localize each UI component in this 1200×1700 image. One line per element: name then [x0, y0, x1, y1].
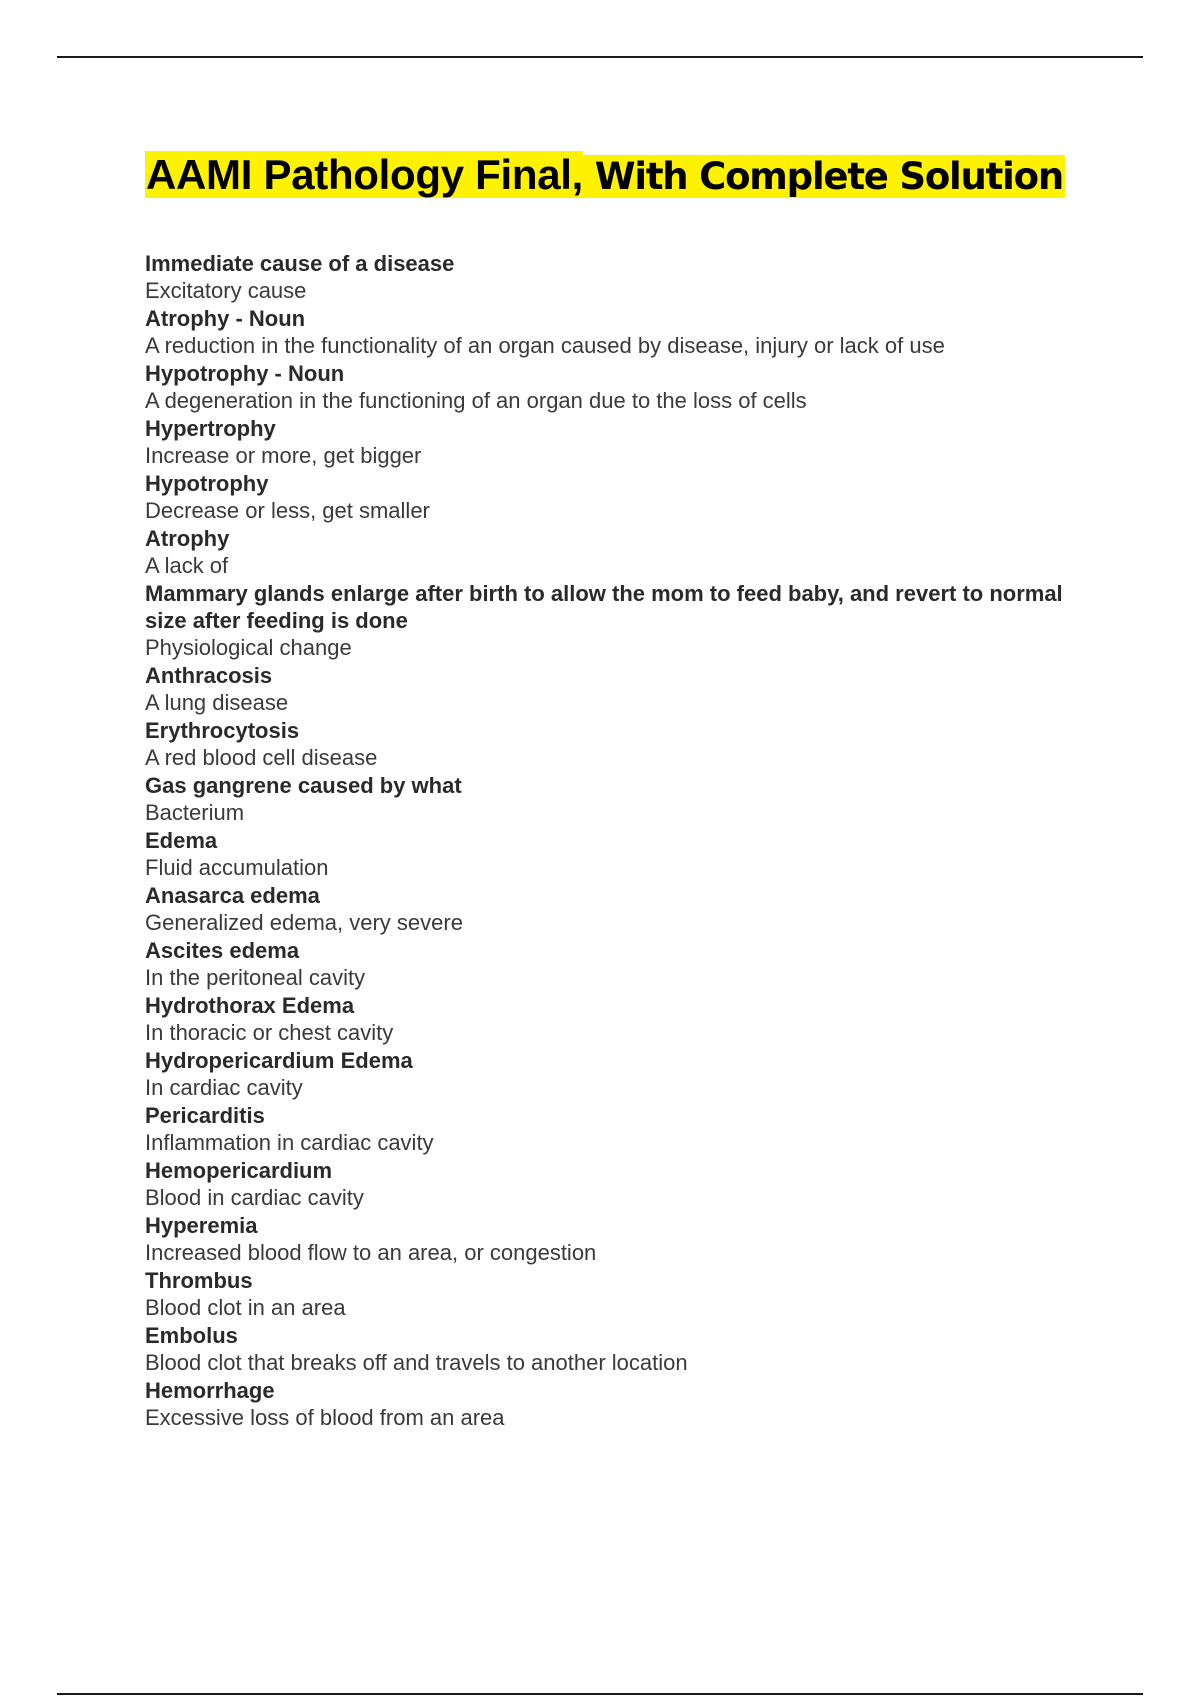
- term: Edema: [145, 828, 218, 853]
- list-item: [145, 250, 1085, 305]
- definition: Excitatory cause: [145, 278, 307, 303]
- term: Immediate cause of a disease: [145, 251, 455, 276]
- term: Hydropericardium Edema: [145, 1048, 413, 1073]
- bottom-divider: [57, 1693, 1143, 1695]
- term: Erythrocytosis: [145, 718, 300, 743]
- definition: A lung disease: [145, 690, 289, 715]
- list-item: [145, 525, 1085, 580]
- term: Atrophy: [145, 526, 230, 551]
- term: Anthracosis: [145, 663, 273, 688]
- list-item: [145, 937, 1085, 992]
- definition: A reduction in the functionality of an organ caused by disease, injury or lack of use: [145, 333, 945, 358]
- term: Ascites edema: [145, 938, 300, 963]
- term: Hydrothorax Edema: [145, 993, 355, 1018]
- term: Anasarca edema: [145, 883, 320, 908]
- term: Hypotrophy: [145, 471, 269, 496]
- list-item: [145, 1267, 1085, 1322]
- term: Embolus: [145, 1323, 238, 1348]
- definition: Bacterium: [145, 800, 245, 825]
- definition: In cardiac cavity: [145, 1075, 303, 1100]
- definition: Generalized edema, very severe: [145, 910, 463, 935]
- definition: Physiological change: [145, 635, 352, 660]
- list-item: [145, 1157, 1085, 1212]
- list-item: [145, 662, 1085, 717]
- term: Hemopericardium: [145, 1158, 333, 1183]
- definition: Increase or more, get bigger: [145, 443, 422, 468]
- definition: Increased blood flow to an area, or congestion: [145, 1240, 597, 1265]
- list-item: [145, 305, 1085, 360]
- list-item: [145, 470, 1085, 525]
- definition: Decrease or less, get smaller: [145, 498, 430, 523]
- list-item: [145, 1322, 1085, 1377]
- term: Gas gangrene caused by what: [145, 773, 462, 798]
- list-item: [145, 1102, 1085, 1157]
- definition: Inflammation in cardiac cavity: [145, 1130, 434, 1155]
- definition: Blood in cardiac cavity: [145, 1185, 364, 1210]
- list-item: [145, 772, 1085, 827]
- list-item: [145, 992, 1085, 1047]
- term: Hypotrophy - Noun: [145, 361, 345, 386]
- definition: A degeneration in the functioning of an organ due to the loss of cells: [145, 388, 807, 413]
- list-item: [145, 1047, 1085, 1102]
- term: Hyperemia: [145, 1213, 258, 1238]
- term: Atrophy - Noun: [145, 306, 306, 331]
- list-item: [145, 827, 1085, 882]
- list-item: [145, 415, 1085, 470]
- top-divider: [57, 56, 1143, 58]
- term: Hemorrhage: [145, 1378, 275, 1403]
- definition: Fluid accumulation: [145, 855, 329, 880]
- title-main: AAMI Pathology Final,: [146, 151, 584, 198]
- list-item: [145, 360, 1085, 415]
- list-item: [145, 882, 1085, 937]
- term: Hypertrophy: [145, 416, 276, 441]
- term: Pericarditis: [145, 1103, 265, 1128]
- list-item: [145, 1212, 1085, 1267]
- definition: A lack of: [145, 553, 229, 578]
- title-subtitle: With Complete Solution: [583, 155, 1064, 198]
- term: Mammary glands enlarge after birth to allow the mom to feed baby, and revert to normal size after feeding is done: [145, 581, 1063, 633]
- definition: Blood clot in an area: [145, 1295, 346, 1320]
- term-list: [145, 250, 1085, 1432]
- definition: Excessive loss of blood from an area: [145, 1405, 505, 1430]
- definition: A red blood cell disease: [145, 745, 378, 770]
- definition: Blood clot that breaks off and travels to another location: [145, 1350, 688, 1375]
- list-item: [145, 580, 1085, 662]
- list-item: [145, 1377, 1085, 1432]
- list-item: [145, 717, 1085, 772]
- definition: In the peritoneal cavity: [145, 965, 366, 990]
- document-title: [145, 146, 1065, 207]
- term: Thrombus: [145, 1268, 253, 1293]
- definition: In thoracic or chest cavity: [145, 1020, 394, 1045]
